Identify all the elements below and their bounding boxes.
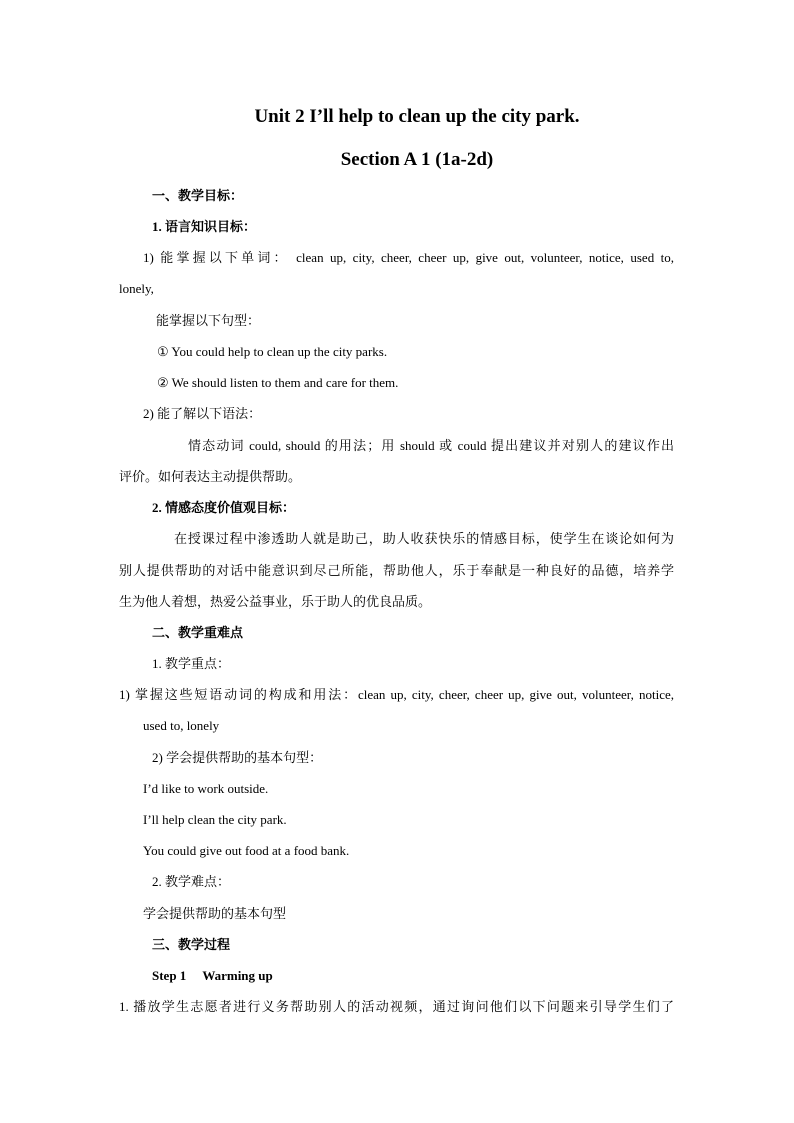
- example-sentence-2: I’ll help clean the city park.: [143, 812, 287, 827]
- section-heading-key-points: 二、教学重难点: [152, 625, 244, 640]
- grammar-item: 2) 能了解以下语法：: [143, 406, 262, 421]
- example-sentence-1: I’d like to work outside.: [143, 781, 269, 796]
- step1-item1: 1. 播放学生志愿者进行义务帮助别人的活动视频，通过询问他们以下问题来引导学生们了: [119, 999, 674, 1014]
- phrasal-verbs-line2: used to, lonely: [143, 718, 220, 733]
- grammar-line1: 情态动词 could, should 的用法；用 should 或 could 提出建议并对别人的建议作出: [188, 438, 674, 453]
- section-heading-process: 三、教学过程: [152, 937, 231, 952]
- subheading-difficulties: 2. 教学难点：: [152, 874, 231, 889]
- emotion-paragraph-line1: 在授课过程中渗透助人就是助己，助人收获快乐的情感目标，使学生在谈论如何为: [174, 531, 674, 546]
- vocab-item-line2: lonely,: [119, 281, 154, 296]
- emotion-paragraph-line3: 生为他人着想，热爱公益事业，乐于助人的优良品质。: [119, 594, 432, 609]
- section-heading-objectives: 一、教学目标：: [152, 188, 244, 203]
- phrasal-verbs-line1: 1) 掌握这些短语动词的构成和用法：clean up, city, cheer, cheer up, give out, volunteer, notice,: [119, 687, 674, 702]
- document-title: Unit 2 I’ll help to clean up the city park.: [254, 106, 580, 127]
- difficulty-text: 学会提供帮助的基本句型: [143, 906, 287, 921]
- vocab-item-line1: 1) 能掌握以下单词： clean up, city, cheer, cheer up, give out, volunteer, notice, used to,: [143, 250, 674, 265]
- offer-help-item: 2) 学会提供帮助的基本句型：: [152, 750, 323, 765]
- subheading-emotion-attitude: 2. 情感态度价值观目标：: [152, 500, 296, 515]
- example-sentence-3: You could give out food at a food bank.: [143, 843, 350, 858]
- pattern-sentence-1: ① You could help to clean up the city parks.: [157, 344, 388, 359]
- step-number: Step 1: [152, 968, 187, 983]
- step-title: Warming up: [202, 968, 273, 983]
- patterns-label: 能掌握以下句型：: [156, 313, 261, 328]
- step-label: [152, 967, 273, 985]
- subheading-language-knowledge: 1. 语言知识目标：: [152, 219, 257, 234]
- grammar-line2: 评价。如何表达主动提供帮助。: [119, 469, 302, 484]
- document-subtitle: Section A 1 (1a-2d): [340, 149, 494, 170]
- subheading-key-points: 1. 教学重点：: [152, 656, 231, 671]
- emotion-paragraph-line2: 别人提供帮助的对话中能意识到尽己所能，帮助他人，乐于奉献是一种良好的品德，培养学: [119, 563, 674, 578]
- pattern-sentence-2: ② We should listen to them and care for them.: [157, 375, 399, 390]
